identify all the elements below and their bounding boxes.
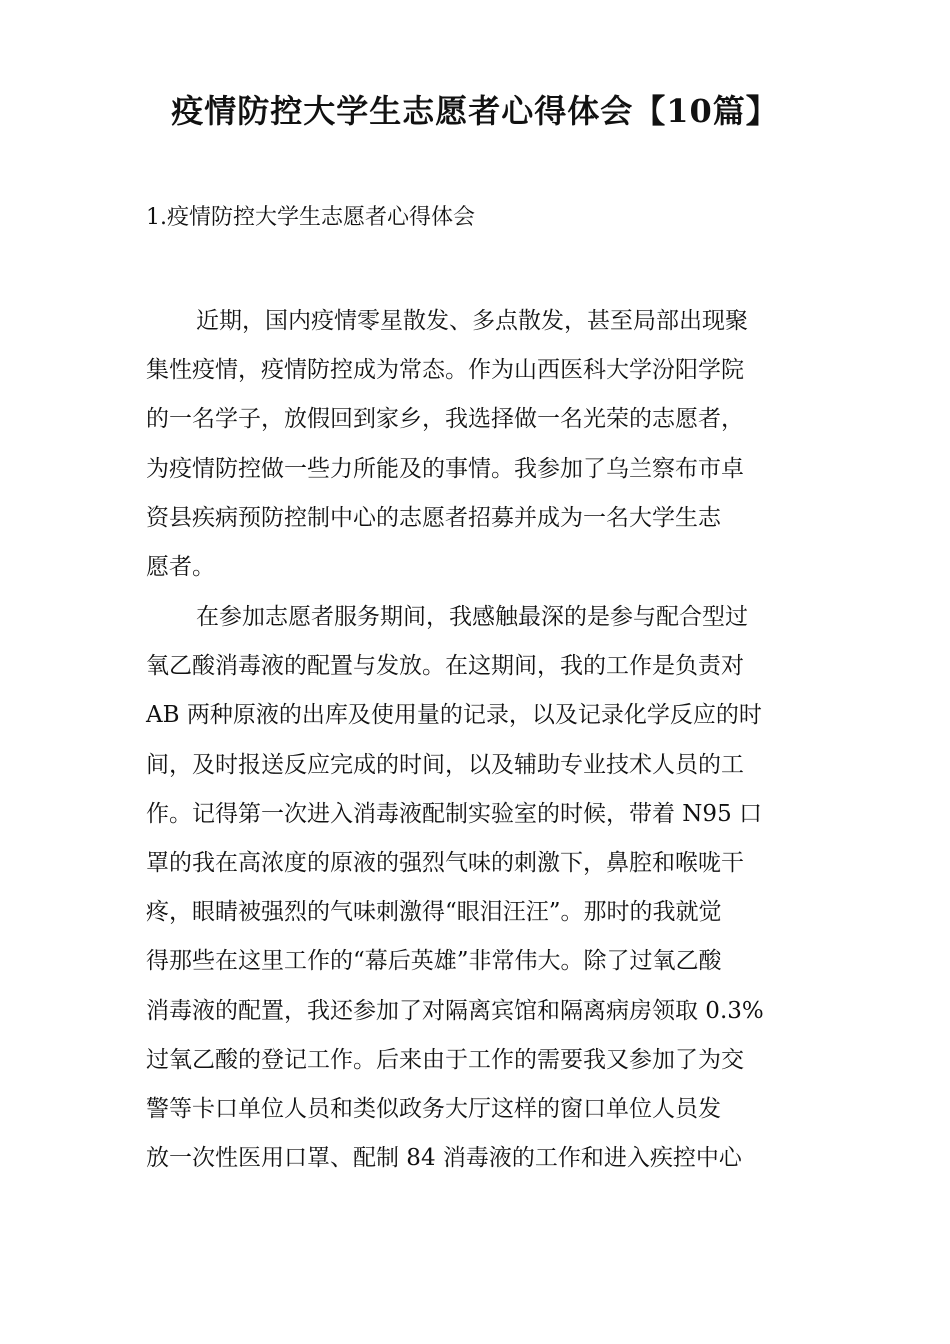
document-title: 疫情防控大学生志愿者心得体会【10篇】 [171,92,779,130]
paragraph-line: 愿者。 [146,553,215,580]
paragraph-2 [146,593,808,1183]
paragraph-line: 放一次性医用口罩、配制 84 消毒液的工作和进入疾控中心 [146,1145,742,1172]
paragraph-line: 疼，眼睛被强烈的气味刺激得“眼泪汪汪”。那时的我就觉 [146,899,722,926]
paragraph-line: 罩的我在高浓度的原液的强烈气味的刺激下，鼻腔和喉咙干 [146,849,744,876]
paragraph-1 [146,297,808,592]
paragraph-line: 的一名学子，放假回到家乡，我选择做一名光荣的志愿者， [146,406,744,433]
paragraph-line: 为疫情防控做一些力所能及的事情。我参加了乌兰察布市卓 [146,455,744,482]
paragraph-line: 资县疾病预防控制中心的志愿者招募并成为一名大学生志 [146,504,721,531]
paragraph-line: 得那些在这里工作的“幕后英雄”非常伟大。除了过氧乙酸 [146,948,722,975]
paragraph-line: 近期，国内疫情零星散发、多点散发，甚至局部出现聚 [196,308,748,334]
paragraph-line: 过氧乙酸的登记工作。后来由于工作的需要我又参加了为交 [146,1046,744,1073]
paragraph-line: 消毒液的配置，我还参加了对隔离宾馆和隔离病房领取 0.3% [146,997,764,1024]
paragraph-line: AB 两种原液的出库及使用量的记录，以及记录化学反应的时 [146,702,762,729]
paragraph-line: 在参加志愿者服务期间，我感触最深的是参与配合型过 [196,604,748,630]
paragraph-line: 警等卡口单位人员和类似政务大厅这样的窗口单位人员发 [146,1095,721,1122]
section-heading: 1.疫情防控大学生志愿者心得体会 [146,205,475,230]
paragraph-line: 作。记得第一次进入消毒液配制实验室的时候，带着 N95 口 [146,800,763,827]
paragraph-line: 集性疫情，疫情防控成为常态。作为山西医科大学汾阳学院 [146,357,744,384]
paragraph-line: 间，及时报送反应完成的时间，以及辅助专业技术人员的工 [146,751,744,778]
paragraph-line: 氧乙酸消毒液的配置与发放。在这期间，我的工作是负责对 [146,653,744,680]
